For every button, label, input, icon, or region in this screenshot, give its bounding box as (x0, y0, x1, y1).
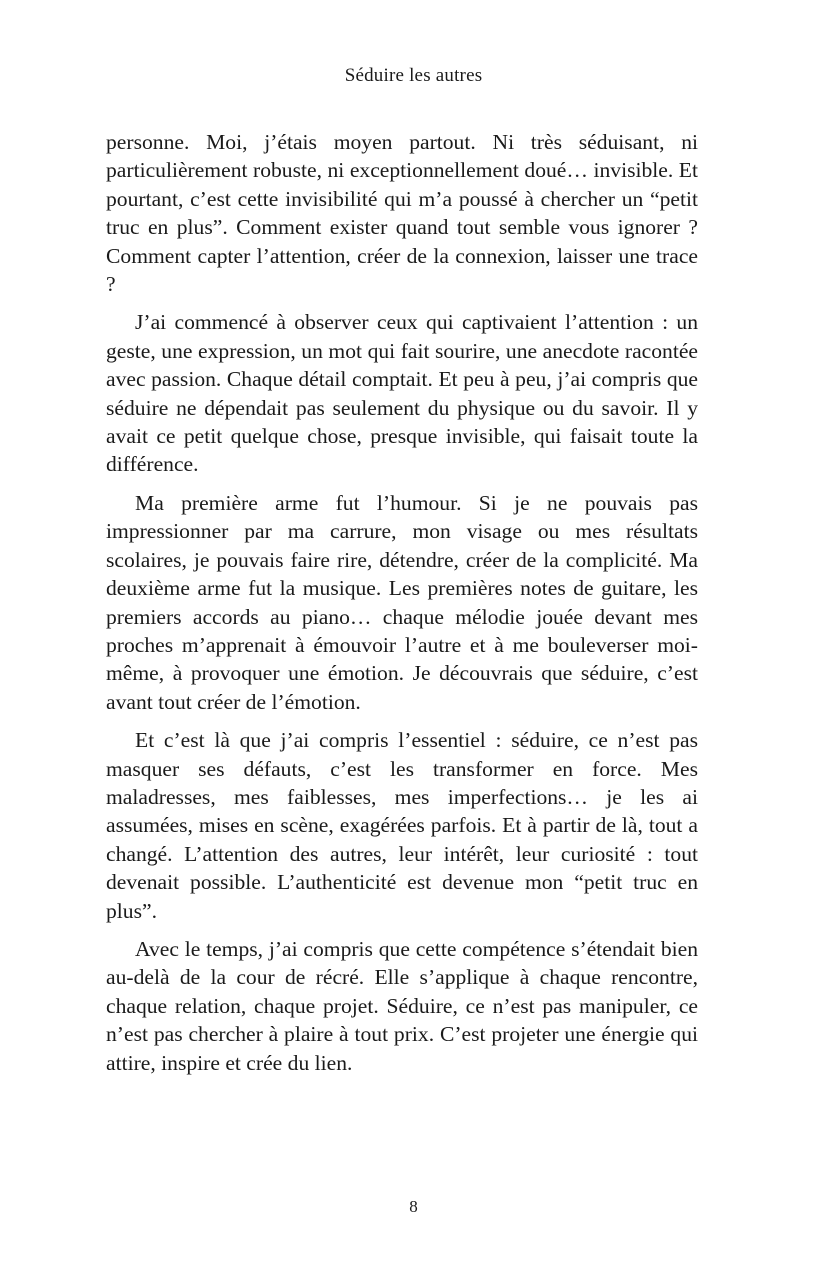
paragraph-5: Avec le temps, j’ai compris que cette compétence s’étendait bien au-delà de la cour de récré. Elle s’applique à chaque rencontre, chaque relation, chaque projet. Séduire, ce n’est pas manipuler, ce n’est pas chercher à plaire à tout prix. C’est projeter une énergie qui attire, inspire et crée du lien. (106, 936, 698, 1075)
body-text (106, 128, 698, 1087)
paragraph-2: J’ai commencé à observer ceux qui captivaient l’attention : un geste, une expression, un mot qui fait sourire, une anecdote racontée avec passion. Chaque détail comptait. Et peu à peu, j’ai compris que séduire ne dépendait pas seulement du physique ou du savoir. Il y avait ce petit quelque chose, presque invisible, qui faisait toute la différence. (106, 310, 698, 477)
paragraph-4: Et c’est là que j’ai compris l’essentiel : séduire, ce n’est pas masquer ses défauts, c’est les transformer en force. Mes maladresses, mes faiblesses, mes imperfections… je les ai assumées, mises en scène, exagérées parfois. Et à partir de là, tout a changé. L’attention des autres, leur intérêt, leur curiosité : tout devenait possible. L’authenticité est devenue mon “petit truc en plus”. (106, 728, 698, 923)
running-header: Séduire les autres (344, 65, 483, 86)
paragraph-1: personne. Moi, j’étais moyen partout. Ni très séduisant, ni particulièrement robuste, ni exceptionnellement doué… invisible. Et pourtant, c’est cette invisibilité qui m’a poussé à chercher un “petit truc en plus”. Comment exister quand tout semble vous ignorer ? Comment capter l’attention, créer de la connexion, laisser une trace ? (106, 130, 698, 297)
paragraph-3: Ma première arme fut l’humour. Si je ne pouvais pas impressionner par ma carrure, mon visage ou mes résultats scolaires, je pouvais faire rire, détendre, créer de la complicité. Ma deuxième arme fut la musique. Les premières notes de guitare, les premiers accords au piano… chaque mélodie jouée devant mes proches m’apprenait à émouvoir l’autre et à me bouleverser moi-même, à provoquer une émotion. Je découvrais que séduire, c’est avant tout créer de l’émotion. (106, 490, 698, 714)
page-number: 8 (409, 1197, 418, 1216)
